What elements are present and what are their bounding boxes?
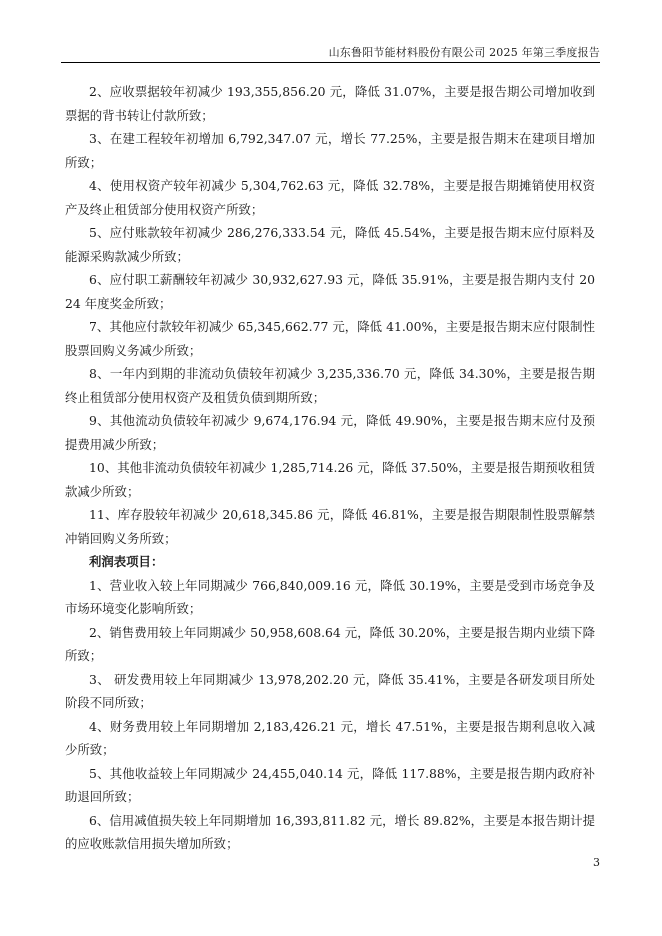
balance-item-10: 10、其他非流动负债较年初减少 1,285,714.26 元，降低 37.50%，主要是报告期预收租赁款减少所致； [65,460,595,499]
balance-item-6: 6、应付职工薪酬较年初减少 30,932,627.93 元，降低 35.91%，主要是报告期内支付 2024 年度奖金所致； [65,272,595,311]
income-item-6: 6、信用减值损失较上年同期增加 16,393,811.82 元，增长 89.82%，主要是本报告期计提的应收账款信用损失增加所致； [65,812,595,851]
income-item-3: 3、 研发费用较上年同期减少 13,978,202.20 元，降低 35.41%，主要是各研发项目所处阶段不同所致； [65,671,595,710]
balance-item-5: 5、应付账款较年初减少 286,276,333.54 元，降低 45.54%，主要是报告期末应付原料及能源采购款减少所致； [65,225,595,264]
balance-item-3: 3、在建工程较年初增加 6,792,347.07 元，增长 77.25%，主要是报告期末在建项目增加所致； [65,131,595,170]
income-item-4: 4、财务费用较上年同期增加 2,183,426.21 元，增长 47.51%，主要是报告期利息收入减少所致； [65,718,595,757]
income-item-2: 2、销售费用较上年同期减少 50,958,608.64 元，降低 30.20%，主要是报告期内业绩下降所致； [65,624,595,663]
balance-item-9: 9、其他流动负债较年初减少 9,674,176.94 元，降低 49.90%，主要是报告期末应付及预提费用减少所致； [65,413,595,452]
balance-item-11: 11、库存股较年初减少 20,618,345.86 元，降低 46.81%，主要是报告期限制性股票解禁冲销回购义务所致； [65,507,595,546]
balance-item-7: 7、其他应付款较年初减少 65,345,662.77 元，降低 41.00%，主要是报告期末应付限制性股票回购义务减少所致； [65,319,595,358]
income-item-1: 1、营业收入较上年同期减少 766,840,009.16 元，降低 30.19%，主要是受到市场竞争及市场环境变化影响所致； [65,577,595,616]
balance-item-8: 8、一年内到期的非流动负债较年初减少 3,235,336.70 元，降低 34.30%，主要是报告期终止租赁部分使用权资产及租赁负债到期所致； [65,366,595,405]
income-section-title: 利润表项目： [89,554,164,569]
header-divider [61,62,600,63]
income-item-5: 5、其他收益较上年同期减少 24,455,040.14 元，降低 117.88%，主要是报告期内政府补助退回所致； [65,765,595,804]
report-title: 山东鲁阳节能材料股份有限公司 2025 年第三季度报告 [328,46,600,59]
page-number: 3 [593,856,600,869]
balance-item-4: 4、使用权资产较年初减少 5,304,762.63 元，降低 32.78%，主要是报告期摊销使用权资产及终止租赁部分使用权资产所致； [65,178,595,217]
balance-item-2: 2、应收票据较年初减少 193,355,856.20 元，降低 31.07%，主要是报告期公司增加收到票据的背书转让付款所致； [65,84,595,123]
page-header [0,0,662,63]
document-body [65,80,595,856]
